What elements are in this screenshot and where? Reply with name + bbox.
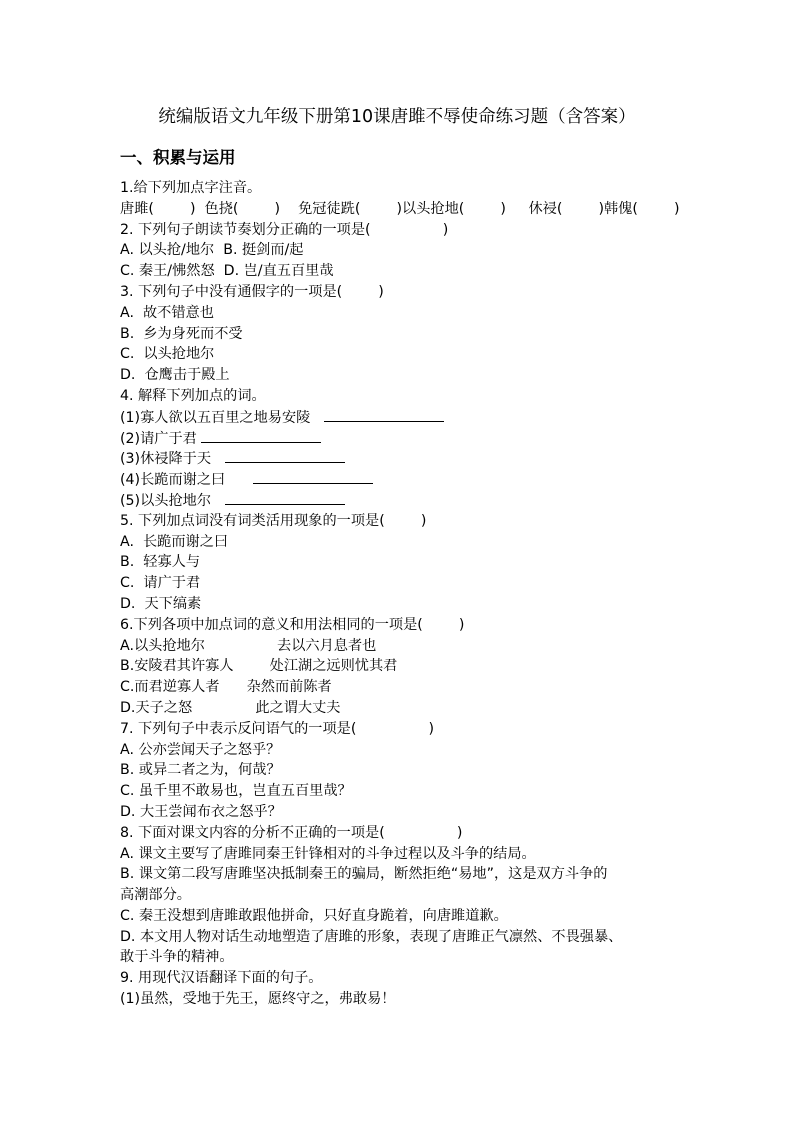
question-7-option-d: D. 大王尝闻布衣之怒乎？ bbox=[120, 803, 282, 820]
question-2-prompt: 2. 下列句子朗读节奏划分正确的一项是( ) bbox=[120, 221, 449, 238]
question-5-prompt: 5. 下列加点词没有词类活用现象的一项是( ) bbox=[120, 512, 427, 529]
question-6-option-c: C.而君逆寡人者 杂然而前陈者 bbox=[120, 679, 332, 696]
question-8-option-b-cont: 高潮部分。 bbox=[120, 887, 191, 904]
answer-blank bbox=[253, 469, 373, 484]
question-7-option-b: B. 或异二者之为，何哉？ bbox=[120, 762, 281, 779]
question-4-item-5-text: (5)以头抢地尔 bbox=[120, 492, 212, 509]
question-7-option-c: C. 虽千里不敢易也，岂直五百里哉？ bbox=[120, 783, 352, 800]
question-3-option-d: D. 仓鹰击于殿上 bbox=[120, 367, 230, 384]
question-3-option-b: B. 乡为身死而不受 bbox=[120, 325, 243, 342]
question-4-item-2-text: (2)请广于君 bbox=[120, 430, 197, 447]
question-8-option-d-cont: 敢于斗争的精神。 bbox=[120, 949, 234, 966]
answer-blank bbox=[225, 490, 345, 505]
question-2-options-cd: C. 秦王/怫然怒 D. 岂/直五百里哉 bbox=[120, 263, 334, 280]
question-1-items: 唐雎( ) 色挠( ) 免冠徒跣( )以头抢地( ) 休祲( )韩傀( ) bbox=[120, 200, 680, 217]
question-5-option-d: D. 天下缟素 bbox=[120, 595, 202, 612]
question-8-option-a: A. 课文主要写了唐雎同秦王针锋相对的斗争过程以及斗争的结局。 bbox=[120, 845, 536, 862]
question-8-option-d: D. 本文用人物对话生动地塑造了唐雎的形象，表现了唐雎正气凛然、不畏强暴、 bbox=[120, 928, 623, 945]
question-2-options-ab: A. 以头抢/地尔 B. 挺剑而/起 bbox=[120, 242, 304, 259]
question-4-item-2 bbox=[120, 428, 680, 449]
question-5-option-b: B. 轻寡人与 bbox=[120, 554, 201, 571]
question-5-option-a: A. 长跪而谢之曰 bbox=[120, 533, 229, 550]
section-heading: 一、积累与运用 bbox=[120, 148, 236, 167]
question-3-option-c: C. 以头抢地尔 bbox=[120, 346, 215, 363]
question-4-item-4 bbox=[120, 469, 680, 490]
question-3-option-a: A. 故不错意也 bbox=[120, 304, 214, 321]
question-6-prompt: 6.下列各项中加点词的意义和用法相同的一项是( ) bbox=[120, 616, 465, 633]
question-1-prompt: 1.给下列加点字注音。 bbox=[120, 180, 262, 196]
question-5-option-c: C. 请广于君 bbox=[120, 575, 201, 592]
answer-blank bbox=[225, 448, 345, 463]
question-7-option-a: A. 公亦尝闻天子之怒乎？ bbox=[120, 741, 281, 758]
question-4-item-5 bbox=[120, 490, 680, 511]
exercise-content bbox=[120, 178, 680, 1010]
question-9-item-1: (1)虽然，受地于先王，愿终守之，弗敢易！ bbox=[120, 991, 396, 1008]
question-6-option-d: D.天子之怒 此之谓大丈夫 bbox=[120, 699, 341, 716]
question-4-item-3 bbox=[120, 448, 680, 469]
question-4-prompt: 4. 解释下列加点的词。 bbox=[120, 387, 266, 404]
question-8-prompt: 8. 下面对课文内容的分析不正确的一项是( ) bbox=[120, 824, 463, 841]
question-9-prompt: 9. 用现代汉语翻译下面的句子。 bbox=[120, 970, 323, 987]
answer-blank bbox=[201, 428, 321, 443]
question-4-item-1 bbox=[120, 407, 680, 428]
question-7-prompt: 7. 下列句子中表示反问语气的一项是( ) bbox=[120, 720, 435, 737]
document-title: 统编版语文九年级下册第10课唐雎不辱使命练习题（含答案） bbox=[158, 107, 636, 127]
question-8-option-c: C. 秦王没想到唐雎敢跟他拼命，只好直身跪着，向唐雎道歉。 bbox=[120, 907, 508, 924]
question-8-option-b: B. 课文第二段写唐雎坚决抵制秦王的骗局，断然拒绝“易地”，这是双方斗争的 bbox=[120, 866, 608, 883]
question-4-item-3-text: (3)休祲降于天 bbox=[120, 451, 212, 468]
question-4-item-4-text: (4)长跪而谢之曰 bbox=[120, 472, 226, 489]
question-4-item-1-text: (1)寡人欲以五百里之地易安陵 bbox=[120, 409, 311, 426]
question-3-prompt: 3. 下列句子中没有通假字的一项是( ) bbox=[120, 283, 384, 300]
question-6-option-a: A.以头抢地尔 去以六月息者也 bbox=[120, 637, 377, 654]
question-6-option-b: B.安陵君其许寡人 处江湖之远则忧其君 bbox=[120, 658, 398, 675]
answer-blank bbox=[324, 407, 444, 422]
